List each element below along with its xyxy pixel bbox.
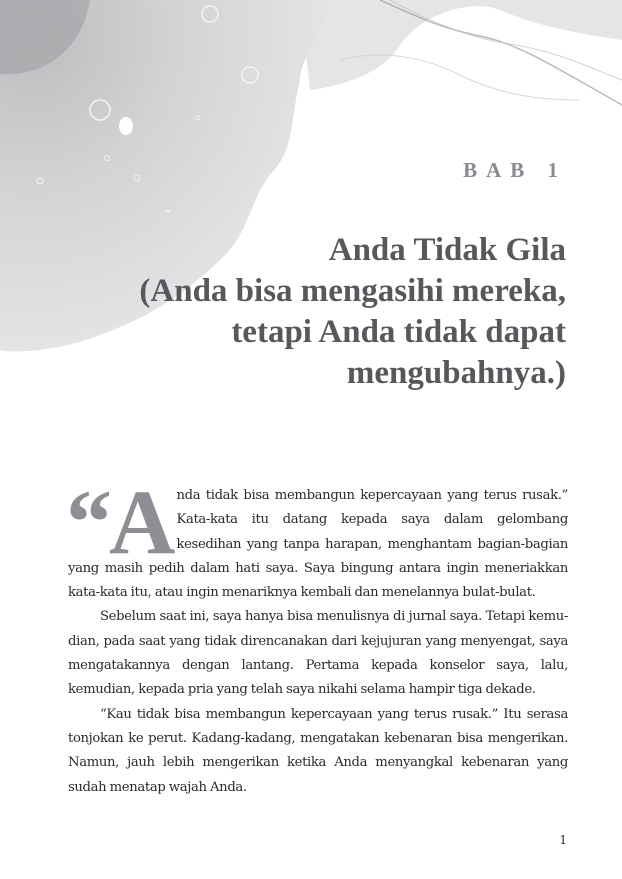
paragraph-text: nda tidak bisa membangun kepercayaan yang terus rusak.” Kata-kata itu datang kepada saya dalam gelombang kesedihan yang tanpa harapan, menghantam bagian-bagian yang masih pedih dalam hati saya. Saya bingung antara ingin meneriakkan kata-kata itu, atau ingin menariknya kembali dan menelannya bulat-bulat. (68, 488, 568, 601)
chapter-title-line: mengubahnya.) (346, 355, 566, 391)
chapter-title-line: (Anda bisa mengasihi mereka, (139, 273, 566, 309)
chapter-title (46, 230, 566, 394)
chapter-title-line: Anda Tidak Gila (328, 232, 566, 268)
paragraph (66, 471, 568, 605)
dropcap: “A (66, 471, 173, 573)
chapter-body (66, 471, 568, 800)
paragraph: “Kau tidak bisa membangun kepercayaan yang terus rusak.” Itu serasa tonjokan ke perut. Kadang-kadang, mengatakan kebenaran bisa mengerikan. Namun, jauh lebih mengerikan ketika Anda menyangkal kebenaran yang sudah menatap wajah Anda. (68, 706, 568, 795)
chapter-label: BAB 1 (463, 158, 567, 182)
chapter-title-line: tetapi Anda tidak dapat (231, 314, 566, 350)
page-number: 1 (559, 833, 567, 847)
paragraph: Sebelum saat ini, saya hanya bisa menulisnya di jurnal saya. Tetapi kemu-dian, pada saat yang tidak direncanakan dari kejujuran yang menyengat, saya mengatakannya dengan lantang. Pertama kepada konselor saya, lalu, kemudian, kepada pria yang telah saya nikahi selama hampir tiga dekade. (68, 609, 568, 698)
